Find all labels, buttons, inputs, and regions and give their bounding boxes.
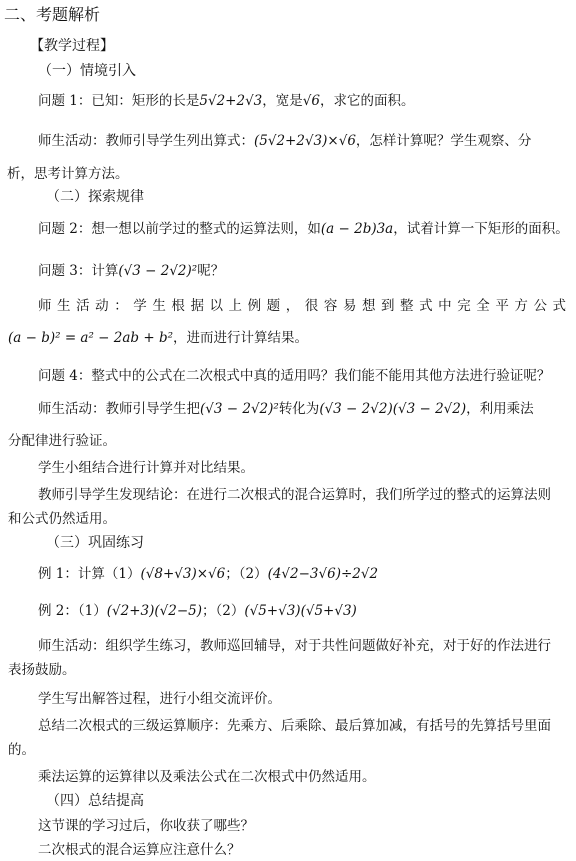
multiplication-laws-paragraph: 乘法运算的运算律以及乘法公式在二次根式中仍然适用。 xyxy=(38,769,376,785)
example-1 xyxy=(38,565,378,583)
question-3-suffix: 呢？ xyxy=(197,263,225,279)
exercise-activity-line-1: 师生活动：组织学生练习，教师巡回辅导，对于共性问题做好补充，对于好的作法进行 xyxy=(38,638,551,654)
question-2 xyxy=(38,220,569,238)
square-formula-expr: (a − b)² = a² − 2ab + b² xyxy=(8,330,174,346)
question-1 xyxy=(38,92,414,110)
activity-1-suffix: ，怎样计算呢？学生观察、分 xyxy=(355,133,532,149)
question-1-length-expr: 5√2+2√3 xyxy=(199,93,263,109)
example-2-expr-2: (√5+√3)(√5+√3) xyxy=(244,603,357,619)
example-1-expr-1: (√8+√3)×√6 xyxy=(140,566,226,582)
activity-1-prefix: 师生活动：教师引导学生列出算式： xyxy=(38,133,254,149)
example-2-prefix: 例 2：（1） xyxy=(38,603,107,619)
activity-4-expr-1: (√3 − 2√2)² xyxy=(200,401,279,417)
question-1-mid: ，宽是 xyxy=(262,93,303,109)
subsection-3-title: （三）巩固练习 xyxy=(46,535,144,551)
operation-order-line-2: 的。 xyxy=(8,742,35,758)
write-solution-paragraph: 学生写出解答过程，进行小组交流评价。 xyxy=(38,691,281,707)
subsection-1-title: （一）情境引入 xyxy=(38,63,136,79)
question-2-prefix: 问题 2：想一想以前学过的整式的运算法则，如 xyxy=(38,221,321,237)
example-2-separator: ；（2） xyxy=(202,603,245,619)
activity-1-line-1 xyxy=(38,132,531,150)
conclusion-line-2: 和公式仍然适用。 xyxy=(8,511,116,527)
teaching-process-label: 【教学过程】 xyxy=(30,38,114,54)
gain-question: 这节课的学习过后，你收获了哪些？ xyxy=(38,818,254,834)
question-3-expr: (√3 − 2√2)² xyxy=(118,263,198,279)
subsection-4-title: （四）总结提高 xyxy=(46,793,144,809)
activity-4-line-1 xyxy=(38,400,534,418)
question-1-prefix: 问题 1：已知：矩形的长是 xyxy=(38,93,200,109)
activity-3-line-2 xyxy=(8,329,308,347)
activity-4-line-2: 分配律进行验证。 xyxy=(8,433,116,449)
question-1-width-expr: √6 xyxy=(302,93,320,109)
question-4: 问题 4：整式中的公式在二次根式中真的适用吗？我们能不能用其他方法进行验证呢？ xyxy=(38,368,551,384)
example-2 xyxy=(38,602,357,620)
exercise-activity-line-2: 表扬鼓励。 xyxy=(8,662,76,678)
attention-question: 二次根式的混合运算应注意什么？ xyxy=(38,842,241,858)
section-heading: 二、考题解析 xyxy=(4,5,101,24)
example-1-prefix: 例 1：计算（1） xyxy=(38,566,141,582)
example-2-expr-1: (√2+3)(√2−5) xyxy=(106,603,202,619)
activity-4-expr-2: (√3 − 2√2)(√3 − 2√2) xyxy=(319,401,467,417)
operation-order-line-1: 总结二次根式的三级运算顺序：先乘方、后乘除、最后算加减，有括号的先算括号里面 xyxy=(38,718,551,734)
question-2-expr: (a − 2b)3a xyxy=(320,221,394,237)
group-calc-paragraph: 学生小组结合进行计算并对比结果。 xyxy=(38,460,254,476)
activity-1-expr: (5√2+2√3)×√6 xyxy=(254,133,356,149)
example-1-separator: ；（2） xyxy=(225,566,268,582)
question-2-suffix: ，试着计算一下矩形的面积。 xyxy=(393,221,569,237)
subsection-2-title: （二）探索规律 xyxy=(46,189,144,205)
question-3-prefix: 问题 3：计算 xyxy=(38,263,119,279)
activity-4-suffix: ，利用乘法 xyxy=(466,401,534,417)
activity-4-mid: 转化为 xyxy=(278,401,320,417)
activity-4-prefix: 师生活动：教师引导学生把 xyxy=(38,401,200,417)
activity-3-line-1: 师生活动：学生根据以上例题，很容易想到整式中完全平方公式 xyxy=(38,298,566,314)
activity-3-suffix: ，进而进行计算结果。 xyxy=(173,330,309,346)
example-1-expr-2: (4√2−3√6)÷2√2 xyxy=(267,566,379,582)
conclusion-line-1: 教师引导学生发现结论：在进行二次根式的混合运算时，我们所学过的整式的运算法则 xyxy=(38,487,551,503)
question-1-suffix: ，求它的面积。 xyxy=(319,93,415,109)
activity-1-line-2: 析，思考计算方法。 xyxy=(7,166,129,182)
question-3 xyxy=(38,262,224,280)
